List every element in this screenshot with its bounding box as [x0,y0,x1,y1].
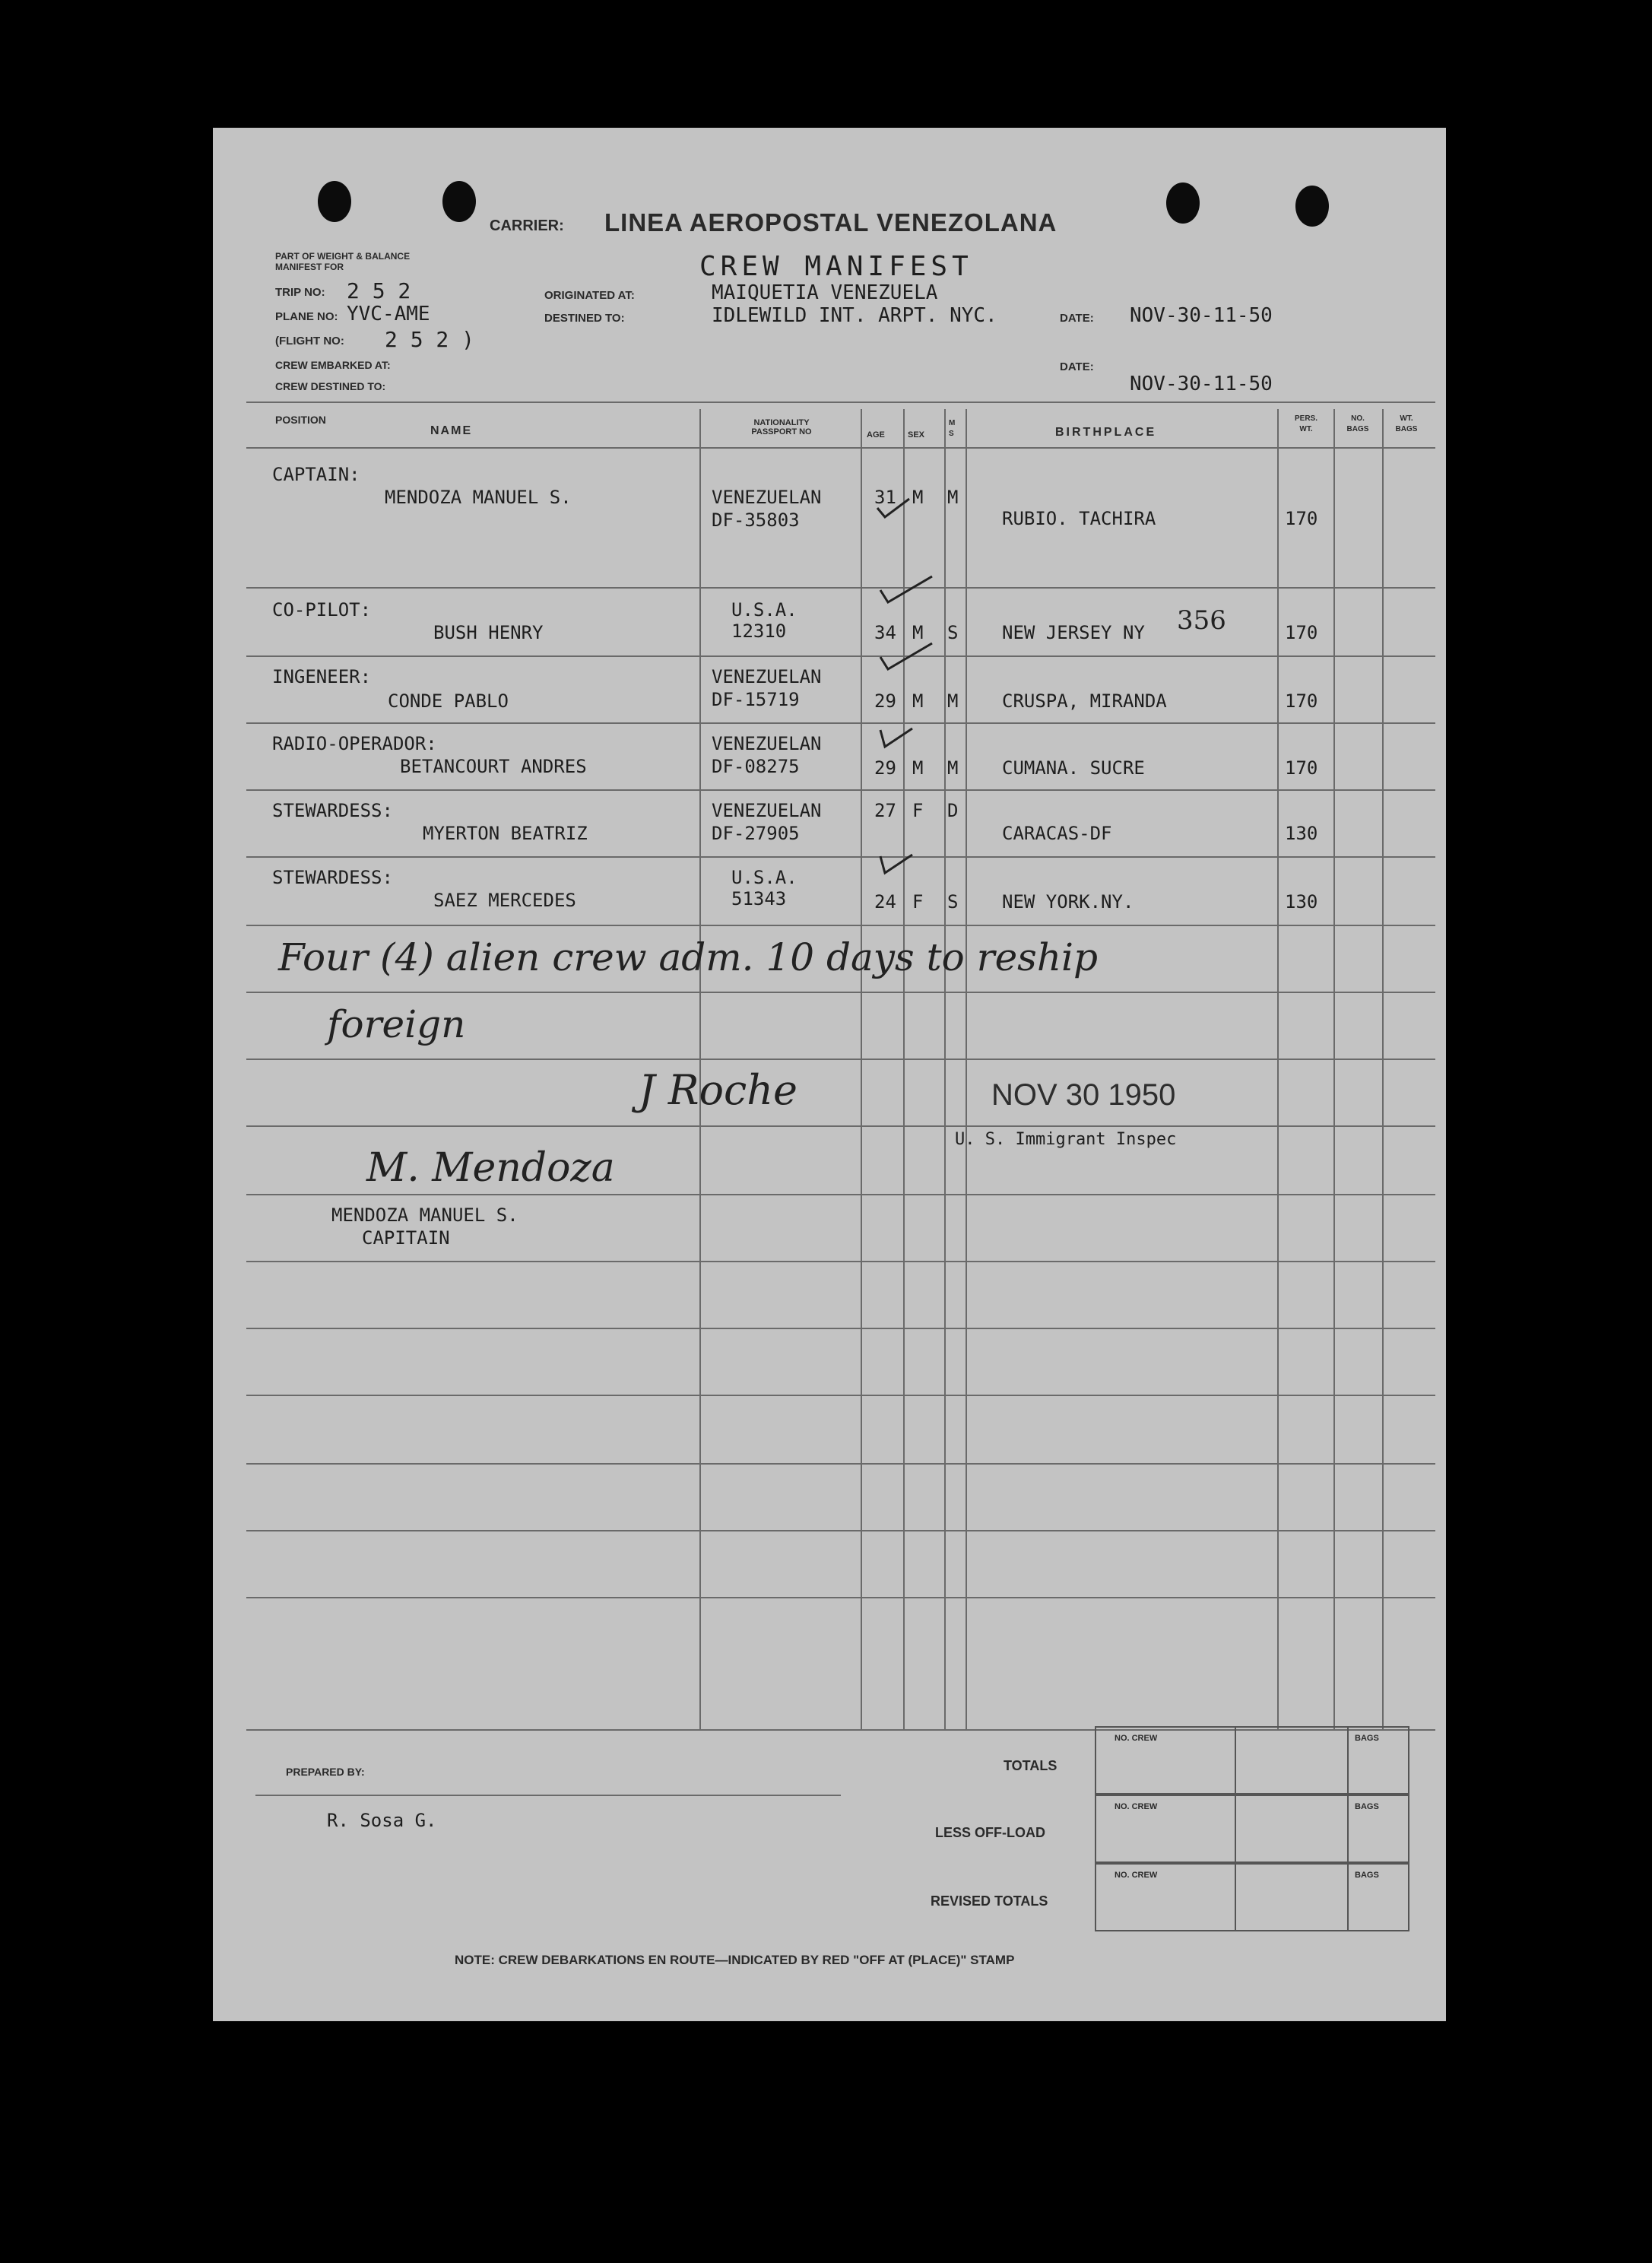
crew-weight: 130 [1285,891,1318,912]
crew-name: CONDE PABLO [388,690,509,712]
crew-nationality: VENEZUELAN [712,733,822,754]
date-label: DATE: [1060,312,1094,325]
col-nationality-line2: PASSPORT NO [751,427,812,436]
crew-passport: DF-08275 [712,756,800,777]
col-bag-weight [1385,414,1428,435]
carrier-label: CARRIER: [490,217,564,234]
totals-divider [1235,1726,1236,1930]
col-sex: SEX [908,430,925,440]
crew-age: 27 [874,800,896,821]
punch-hole [1295,186,1329,227]
crew-marital-status: S [947,891,959,912]
bags-label: BAGS [1355,1871,1379,1880]
crew-weight: 170 [1285,690,1318,712]
punch-hole [442,181,476,222]
crew-passport: DF-35803 [712,509,800,531]
punch-hole [1166,182,1200,224]
manifest-title: CREW MANIFEST [699,251,973,282]
crew-passport: 51343 [731,888,787,909]
crew-sex: M [912,487,924,508]
crew-position: CAPTAIN: [272,464,360,485]
col-bagwt-line2: BAGS [1395,425,1418,433]
prepared-by-label: PREPARED BY: [286,1766,365,1778]
col-age: AGE [867,430,885,440]
captain-title: CAPITAIN [362,1227,450,1249]
col-weight-line1: PERS. [1294,414,1317,423]
col-bags-line1: NO. [1351,414,1365,423]
crew-nationality: VENEZUELAN [712,666,822,687]
col-weight [1285,414,1327,435]
col-name: NAME [430,424,473,437]
crew-marital-status: D [947,800,959,821]
crew-position: STEWARDESS: [272,800,393,821]
no-crew-label: NO. CREW [1115,1871,1158,1880]
col-position: POSITION [275,414,326,426]
col-bagwt-line1: WT. [1400,414,1413,423]
footer-note: NOTE: CREW DEBARKATIONS EN ROUTE—INDICATED BY RED "OFF AT (PLACE)" STAMP [455,1953,1015,1967]
crew-position: RADIO-OPERADOR: [272,733,437,754]
carrier-name: LINEA AEROPOSTAL VENEZOLANA [604,208,1057,236]
embarked-label: CREW EMBARKED AT: [275,359,391,371]
flight-label: (FLIGHT NO: [275,335,344,348]
stamp-text: U. S. Immigrant Inspec [955,1130,1177,1149]
crew-age: 24 [874,891,896,912]
crew-weight: 170 [1285,757,1318,779]
col-nationality [715,418,848,436]
crew-name: BUSH HENRY [433,622,544,643]
col-birthplace: BIRTHPLACE [1055,426,1157,439]
totals-label: TOTALS [1004,1758,1057,1773]
trip-no: 2 5 2 [347,278,411,303]
no-crew-label: NO. CREW [1115,1734,1158,1743]
crew-birthplace: CUMANA. SUCRE [1002,757,1145,779]
handwritten-number: 356 [1177,605,1226,636]
checkmark-icon [879,642,934,672]
crew-name: SAEZ MERCEDES [433,890,576,911]
crew-sex: F [912,800,924,821]
crew-marital-status: M [947,690,959,712]
crew-marital-status: S [947,622,959,643]
crew-name: MYERTON BEATRIZ [423,823,588,844]
plane-label: PLANE NO: [275,310,338,323]
row-line [246,1597,1435,1598]
prepared-by-name: R. Sosa G. [327,1810,437,1831]
trip-label: TRIP NO: [275,286,325,299]
col-ms-line2: S [949,430,954,438]
stamp-date: NOV 30 1950 [991,1078,1176,1112]
row-line [246,587,1435,589]
crew-name: BETANCOURT ANDRES [400,756,587,777]
originated-value: MAIQUETIA VENEZUELA [712,281,938,304]
row-line [246,925,1435,926]
row-line [246,1194,1435,1195]
col-nationality-line1: NATIONALITY [753,418,810,427]
header-line [246,402,1435,403]
row-line [246,655,1435,657]
manifest-sheet [213,128,1446,2021]
row-line [246,856,1435,858]
prepared-by-line [255,1795,841,1796]
handwritten-note: foreign [327,1002,466,1046]
crew-sex: M [912,622,924,643]
col-ms-line1: M [949,419,956,427]
date-value: NOV-30-11-50 [1130,304,1273,327]
handwritten-note: Four (4) alien crew adm. 10 days to reship [278,935,1099,979]
column-header-line [246,447,1435,449]
crew-age: 29 [874,690,896,712]
crew-passport: DF-15719 [712,689,800,710]
captain-name: MENDOZA MANUEL S. [331,1204,518,1226]
row-line [246,1463,1435,1465]
destined-to-value: IDLEWILD INT. ARPT. NYC. [712,304,997,327]
crew-weight: 130 [1285,823,1318,844]
no-crew-label: NO. CREW [1115,1802,1158,1811]
crew-position: STEWARDESS: [272,867,393,888]
row-line [246,1261,1435,1262]
part-of-label: PART OF WEIGHT & BALANCE MANIFEST FOR [275,251,411,272]
col-ms [949,418,955,440]
crew-birthplace: NEW JERSEY NY [1002,622,1145,643]
totals-divider [1347,1726,1349,1930]
captain-signature: M. Mendoza [366,1145,615,1191]
crew-passport: 12310 [731,620,787,642]
crew-birthplace: CRUSPA, MIRANDA [1002,690,1167,712]
revised-totals-label: REVISED TOTALS [931,1893,1048,1909]
checkmark-icon [876,497,911,520]
originated-label: ORIGINATED AT: [544,289,635,302]
less-offload-label: LESS OFF-LOAD [935,1825,1045,1840]
punch-hole [318,181,351,222]
col-bags-line2: BAGS [1346,425,1369,433]
crew-nationality: VENEZUELAN [712,800,822,821]
row-line [246,1530,1435,1531]
crew-sex: M [912,690,924,712]
crew-age: 29 [874,757,896,779]
col-bags [1338,414,1378,435]
inspector-signature: J Roche [639,1066,797,1114]
crew-marital-status: M [947,757,959,779]
checkmark-icon [879,575,934,605]
crew-weight: 170 [1285,622,1318,643]
plane-no: YVC-AME [347,303,430,325]
row-line [246,722,1435,724]
row-line [246,1058,1435,1060]
row-line [246,992,1435,993]
bags-label: BAGS [1355,1802,1379,1811]
crew-nationality: U.S.A. [731,867,797,888]
flight-no: 2 5 2 ) [385,327,475,352]
destined-to-label: DESTINED TO: [544,312,625,325]
crew-weight: 170 [1285,508,1318,529]
row-line [246,789,1435,791]
crew-birthplace: CARACAS-DF [1002,823,1112,844]
checkmark-icon [879,853,914,876]
row-line [246,1125,1435,1127]
bags-label: BAGS [1355,1734,1379,1743]
crew-position: CO-PILOT: [272,599,372,620]
crew-nationality: U.S.A. [731,599,797,620]
crew-sex: M [912,757,924,779]
crew-position: INGENEER: [272,666,372,687]
crew-passport: DF-27905 [712,823,800,844]
date2-label: DATE: [1060,360,1094,373]
crew-marital-status: M [947,487,959,508]
crew-birthplace: NEW YORK.NY. [1002,891,1134,912]
crew-sex: F [912,891,924,912]
crew-nationality: VENEZUELAN [712,487,822,508]
col-weight-line2: WT. [1299,425,1313,433]
crew-name: MENDOZA MANUEL S. [385,487,572,508]
crew-birthplace: RUBIO. TACHIRA [1002,508,1156,529]
crew-destined-label: CREW DESTINED TO: [275,380,386,392]
date2-value: NOV-30-11-50 [1130,373,1273,395]
row-line [246,1395,1435,1396]
crew-age: 34 [874,622,896,643]
crew-age: 31 [874,487,896,508]
row-line [246,1328,1435,1329]
checkmark-icon [879,727,914,750]
